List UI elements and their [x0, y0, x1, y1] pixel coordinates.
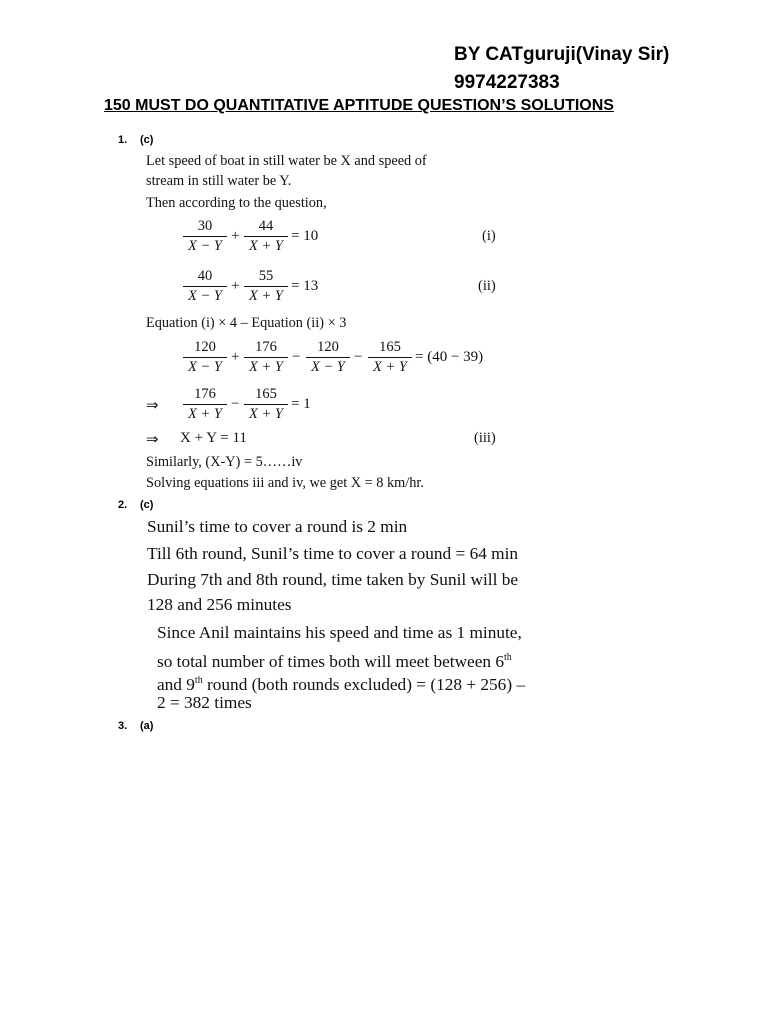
question-2-answer: (c): [140, 499, 154, 511]
implies-arrow-icon: ⇒: [146, 432, 159, 448]
eq4-numerator-2: 165: [255, 386, 277, 402]
eq2-denominator-2: X + Y: [249, 288, 283, 304]
eq2-numerator-2: 55: [258, 268, 274, 284]
eq4-denominator-1: X + Y: [188, 406, 222, 422]
author-line: BY CATguruji(Vinay Sir): [454, 44, 670, 65]
q1-text-line-5: Solving equations iii and iv, we get X = 8 km/hr.: [146, 475, 424, 491]
eq5-expression: X + Y = 11: [180, 430, 247, 446]
eq1-tag: (i): [482, 228, 496, 244]
question-1-answer: (c): [140, 134, 154, 146]
question-1-number: 1.: [118, 134, 128, 146]
eq3-op-3: −: [354, 349, 363, 365]
phone-number: 9974227383: [454, 72, 560, 93]
q2-text-line-4: 128 and 256 minutes: [147, 595, 292, 614]
eq3-denominator-1: X − Y: [188, 359, 222, 375]
question-3-number: 3.: [118, 720, 128, 732]
q2-line-6-text: so total number of times both will meet between 6: [157, 651, 504, 671]
eq3-denominator-3: X − Y: [311, 359, 345, 375]
eq1-plus: +: [231, 228, 240, 244]
eq3-denominator-2: X + Y: [249, 359, 283, 375]
eq5-tag: (iii): [474, 430, 496, 446]
eq2-numerator-1: 40: [197, 268, 213, 284]
eq3-numerator-4: 165: [379, 339, 401, 355]
q2-line-7-end: round (both rounds excluded) = (128 + 256) –: [202, 674, 526, 694]
eq4-numerator-1: 176: [194, 386, 216, 402]
q1-step-text: Equation (i) × 4 – Equation (ii) × 3: [146, 315, 347, 331]
eq4-rhs: = 1: [291, 396, 311, 412]
eq1-numerator-1: 30: [197, 218, 213, 234]
q2-text-line-5: Since Anil maintains his speed and time as 1 minute,: [157, 623, 522, 642]
q1-text-line-2: stream in still water be Y.: [146, 173, 292, 189]
document-title: 150 MUST DO QUANTITATIVE APTITUDE QUESTION’S SOLUTIONS: [104, 97, 614, 114]
q2-superscript-1: th: [504, 652, 512, 663]
eq3-numerator-2: 176: [255, 339, 277, 355]
eq1-numerator-2: 44: [258, 218, 274, 234]
question-3-answer: (a): [140, 720, 154, 732]
eq2-rhs: = 13: [291, 278, 319, 294]
eq4-denominator-2: X + Y: [249, 406, 283, 422]
eq1-rhs: = 10: [291, 228, 319, 244]
q1-text-line-1: Let speed of boat in still water be X and speed of: [146, 153, 427, 169]
eq2-tag: (ii): [478, 278, 496, 294]
eq3-numerator-3: 120: [317, 339, 339, 355]
question-2-number: 2.: [118, 499, 128, 511]
q2-text-line-2: Till 6th round, Sunil’s time to cover a round = 64 min: [147, 544, 519, 563]
eq3-denominator-4: X + Y: [373, 359, 407, 375]
eq2-denominator-1: X − Y: [188, 288, 222, 304]
q1-text-line-3: Then according to the question,: [146, 195, 327, 211]
q2-text-line-1: Sunil’s time to cover a round is 2 min: [147, 517, 408, 536]
eq3-rhs: = (40 − 39): [415, 349, 484, 365]
q2-superscript-2: th: [194, 675, 203, 686]
q1-text-line-4: Similarly, (X-Y) = 5……iv: [146, 454, 303, 470]
eq1-denominator-1: X − Y: [188, 238, 222, 254]
eq3-op-1: +: [231, 349, 240, 365]
q2-text-line-8: 2 = 382 times: [157, 693, 252, 712]
eq3-numerator-1: 120: [194, 339, 216, 355]
q2-text-line-3: During 7th and 8th round, time taken by Sunil will be: [147, 570, 519, 589]
eq2-plus: +: [231, 278, 240, 294]
q2-line-7-start: and 9: [157, 674, 195, 694]
eq3-op-2: −: [292, 349, 301, 365]
eq1-denominator-2: X + Y: [249, 238, 283, 254]
eq4-op: −: [231, 396, 240, 412]
implies-arrow-icon: ⇒: [146, 398, 159, 414]
